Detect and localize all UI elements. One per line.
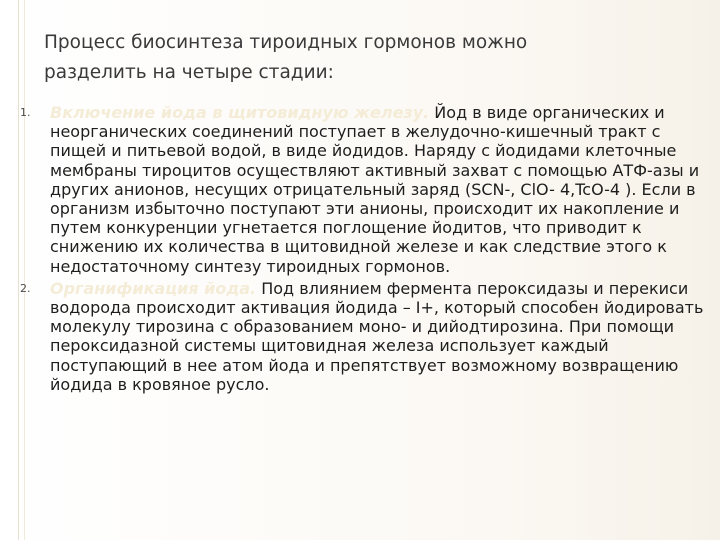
list-item	[20, 279, 710, 394]
stage-heading: Включение йода в щитовидную железу.	[50, 103, 430, 122]
list-item-text	[50, 103, 710, 276]
stages-list	[20, 103, 710, 394]
stage-description: Под влиянием фермента пероксидазы и перекиси водорода происходит активация йодида – I+, который способен йодировать молекулу тирозина с образованием моно- и дийодтирозина. При помощи пероксидазной системы щитовидная железа использует каждый поступающий в нее атом йода и препятствует возможному возвращению йодида в кровяное русло.	[50, 278, 704, 394]
list-number: 1.	[20, 106, 31, 119]
stage-heading: Органификация йода.	[50, 278, 257, 298]
list-number: 2.	[20, 281, 31, 295]
stage-description: Йод в виде органических и неорганических соединений поступает в желудочно-кишечный тракт с пищей и питьевой водой, в виде йодидов. Наряду с йодидами клеточные мембраны тироцитов осуществляют активный захват с помощью АТФ-азы и других анионов, несущих отрицательный заряд (SCN-, ClO- 4,TcO-4 ). Если в организм избыточно поступают эти анионы, происходит их накопление и путем конкуренции угнетается поглощение йодитов, что приводит к снижению их количества в щитовидной железе и как следствие этого к недостаточному синтезу тироидных гормонов.	[50, 103, 700, 276]
list-item-text	[50, 279, 710, 394]
decorative-line	[18, 0, 19, 540]
slide-title: Процесс биосинтеза тироидных гормонов можно разделить на четыре стадии:	[44, 32, 528, 83]
list-item	[20, 103, 710, 276]
